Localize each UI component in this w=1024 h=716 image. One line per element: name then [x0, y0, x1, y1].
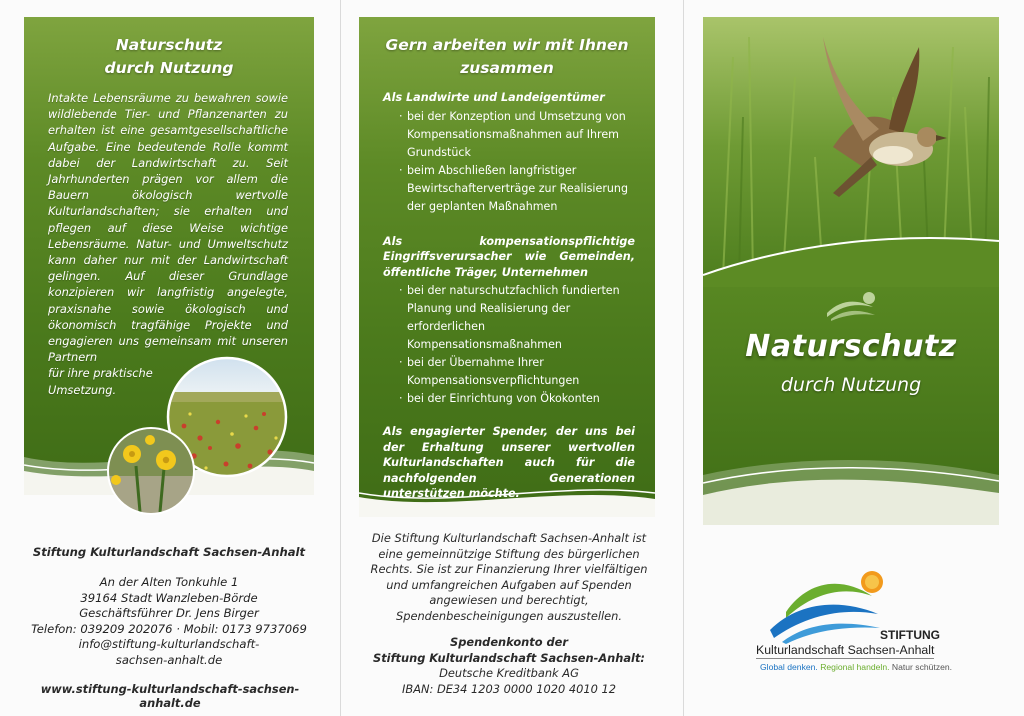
address-block [24, 575, 314, 669]
middle-panel [341, 0, 681, 716]
section1-heading: Als Landwirte und Landeigentümer [383, 91, 605, 104]
cover-wave-top [703, 217, 999, 287]
section2-heading: Als kompensationspflichtige Eingriffsverursacher wie Gemeinden, öffentliche Träger, Unternehmen [383, 234, 635, 279]
middle-title-line1: Gern arbeiten wir mit Ihnen [385, 36, 629, 54]
cover-title: Naturschutz [745, 329, 957, 364]
address-email-1[interactable]: info@stiftung-kulturlandschaft- [78, 637, 260, 652]
left-panel [0, 0, 340, 716]
section1-item: · bei der Konzeption und Umsetzung von Kompensationsmaßnahmen auf Ihrem Grundstück [399, 108, 635, 162]
section2-list [399, 282, 635, 408]
section2-item: · bei der Übernahme Ihrer Kompensationsverpflichtungen [399, 354, 635, 390]
left-intro [48, 90, 288, 398]
donation-heading-1: Spendenkonto der [449, 635, 569, 649]
donation-block [359, 635, 659, 697]
org-name: Stiftung Kulturlandschaft Sachsen-Anhalt [32, 545, 306, 559]
bank-name: Deutsche Kreditbank AG [439, 666, 579, 681]
middle-content [383, 90, 635, 502]
section1-list [399, 108, 635, 216]
intro-tail-1: für ihre praktische [48, 366, 153, 381]
logo-line2: Kulturlandschaft Sachsen-Anhalt [756, 643, 935, 657]
cover-box [703, 17, 999, 525]
left-title [24, 34, 314, 80]
donation-heading-2: Stiftung Kulturlandschaft Sachsen-Anhalt: [373, 650, 645, 665]
cover-wave-bottom [703, 435, 999, 525]
tagline-regional: Regional handeln. [817, 662, 890, 672]
address-manager: Geschäftsführer Dr. Jens Birger [79, 606, 259, 621]
intro-tail-2: Umsetzung. [48, 382, 117, 397]
tagline-global: Global denken. [760, 662, 818, 672]
middle-title [359, 34, 655, 80]
address-phone: Telefon: 039209 202076 · Mobil: 0173 9737069 [31, 621, 307, 636]
section1-item: · beim Abschließen langfristiger Bewirtschafterverträge zur Realisierung der geplanten Maßnahmen [399, 162, 635, 216]
address-city: 39164 Stadt Wanzleben-Börde [80, 590, 258, 605]
tagline-natur: Natur schützen. [889, 662, 953, 672]
cover-subtitle: durch Nutzung [780, 374, 922, 396]
iban: IBAN: DE34 1203 0000 1020 4010 12 [402, 681, 616, 696]
foundation-logo-icon [768, 568, 894, 644]
foundation-text: Die Stiftung Kulturlandschaft Sachsen-Anhalt ist eine gemeinnützige Stiftung des bürgerlichen Rechts. Sie ist zur Finanzierung Ihrer vielfältigen und umfangreichen Aufgaben auf Spenden angewiesen und berechtigt, Spendenbescheinigungen auszustellen. [370, 531, 648, 623]
address-email-2[interactable]: sachsen-anhalt.de [115, 652, 223, 667]
section2-item: · bei der naturschutzfachlich fundierten Planung und Realisierung der erforderlichen Kompensationsmaßnahmen [399, 282, 635, 354]
logo-line1: STIFTUNG [880, 628, 940, 642]
website-link[interactable]: www.stiftung-kulturlandschaft-sachsen-anhalt.de [40, 682, 300, 710]
left-title-line1: Naturschutz [115, 36, 223, 54]
flowers-photo [106, 426, 196, 516]
left-title-line2: durch Nutzung [104, 59, 234, 77]
right-panel [684, 0, 1024, 716]
intro-paragraph: Intakte Lebensräume zu bewahren sowie wildlebende Tier- und Pflanzenarten zu erhalten ist eine gesamtgesellschaftliche Aufgabe. Eine bedeutende Rolle kommt dabei der Landwirtschaft zu. Seit Jahrhunderten prägen vor allem die Bauern ökologisch wertvolle Kulturlandschaften; sie erhalten und pflegen auf diese Weise wichtige Lebensräume. Natur- und Umweltschutz kann daher nur mit der Landwirtschaft gelingen. Auf dieser Grundlage konzipieren wir langfristig angelegte, praxisnahe sowie ökologisch und ökonomisch tragfähige Projekte und engagieren uns gemeinsam mit unseren Partnern [48, 91, 288, 365]
cover-emblem-icon [823, 289, 881, 321]
section2-item: · bei der Einrichtung von Ökokonten [399, 390, 635, 408]
address-street: An der Alten Tonkuhle 1 [99, 575, 239, 589]
middle-title-line2: zusammen [460, 59, 554, 77]
section3-text: Als engagierter Spender, der uns bei der Erhaltung unserer wertvollen Kulturlandschaften auch für die nachfolgenden Generationen unterstützen möchte. [383, 425, 635, 500]
logo-tagline [760, 662, 952, 672]
